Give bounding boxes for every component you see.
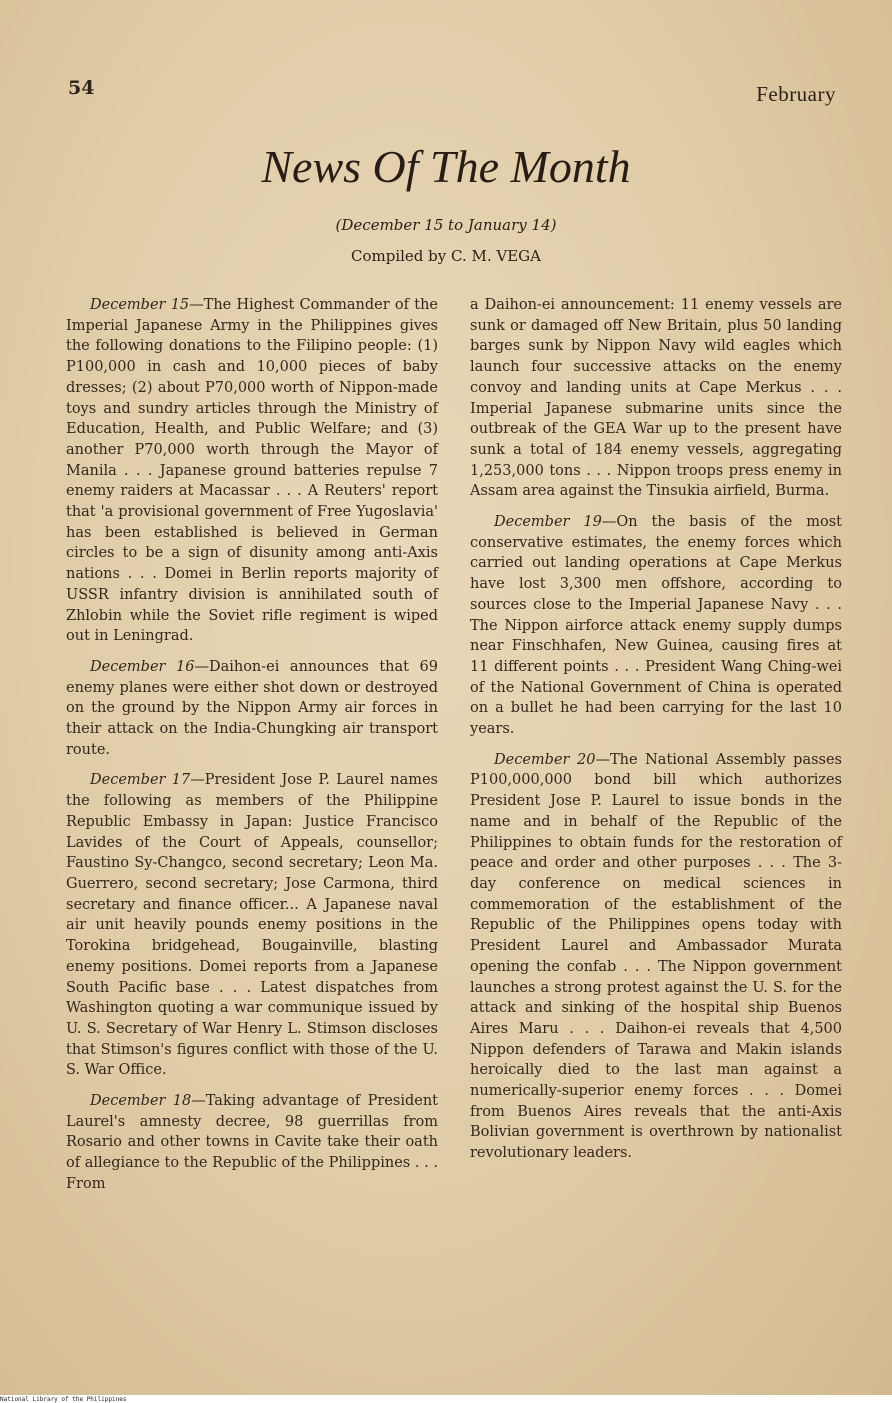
news-entry [66,657,438,761]
right-column [470,295,842,1174]
entry-text: —President Jose P. Laurel names the following as members of the Philippine Republic Embassy in Japan: Justice Francisco Lavides of the Court of Appeals, counsellor; Faustino Sy-Changco, second secretary; Leon Ma. Guerrero, second secretary; Jose Carmona, third secretary and finance officer... A Japanese naval air unit heavily pounds enemy positions in the Torokina bridgehead, Bougainville, blasting enemy positions. Domei reports from a Japanese South Pacific base . . . Latest dispatches from Washington quoting a war communique issued by U. S. Secretary of War Henry L. Stimson discloses that Stimson's figures conflict with those of the U. S. War Office. [66,772,438,1079]
entry-date: December 16 [90,658,195,675]
entry-text: —Taking advantage of President Laurel's amnesty decree, 98 guerrillas from Rosario and other towns in Cavite take their oath of allegiance to the Republic of the Philippines . . . From [66,1093,438,1192]
entry-text: a Daihon-ei announcement: 11 enemy vessels are sunk or damaged off New Britain, plus 50 landing barges sunk by Nippon Navy wild eagles which launch four successive attacks on the enemy convoy and landing units at Cape Merkus . . . Imperial Japanese submarine units since the outbreak of the GEA War up to the present have sunk a total of 184 enemy vessels, aggregating 1,253,000 tons . . . Nippon troops press enemy in Assam area against the Tinsukia airfield, Burma. [470,297,842,500]
news-entry-continued [470,295,842,502]
entry-text: —The National Assembly passes P100,000,000 bond bill which authorizes President Jose P. Laurel to issue bonds in the name and in behalf of the Republic of the Philippines to obtain funds for the restoration of peace and order and other purposes . . . The 3-day conference on medical sciences in commemoration of the establishment of the Republic of the Philippines opens today with President Laurel and Ambassador Murata opening the confab . . . The Nippon government launches a strong protest against the U. S. for the attack and sinking of the hospital ship Buenos Aires Maru . . . Daihon-ei reveals that 4,500 Nippon defenders of Tarawa and Makin islands heroically died to the last man against a numerically-superior enemy forces . . . Domei from Buenos Aires reveals that the anti-Axis Bolivian government is overthrown by nationalist revolutionary leaders. [470,751,842,1162]
news-entry [66,295,438,647]
entry-date: December 15 [90,297,190,313]
entry-date: December 17 [90,772,191,789]
news-entry [470,750,842,1164]
running-header-month: February [756,82,836,106]
entry-date: December 20 [494,751,596,768]
entry-date: December 18 [90,1093,192,1110]
article-date-range: (December 15 to January 14) [335,216,557,234]
entry-text: —On the basis of the most conservative estimates, the enemy forces which carried out landing operations at Cape Merkus have lost 3,300 men offshore, according to sources close to the Imperial Japanese Navy . . . The Nippon airforce attack enemy supply dumps near Finschhafen, New Guinea, causing fires at 11 different points . . . President Wang Ching-wei of the National Government of China is operated on a bullet he had been carrying for the last 10 years. [470,514,843,738]
entry-text: —The Highest Commander of the Imperial Japanese Army in the Philippines gives the following donations to the Filipino people: (1) P100,000 in cash and 10,000 pieces of baby dresses; (2) about P70,000 worth of Nippon-made toys and sundry articles through the Ministry of Education, Health, and Public Welfare; and (3) another P70,000 worth through the Mayor of Manila . . . Japanese ground batteries repulse 7 enemy raiders at Macassar . . . A Reuters' report that 'a provisional government of Free Yugoslavia' has been established is believed in German circles to be a sign of disunity among anti-Axis nations . . . Domei in Berlin reports majority of USSR infantry division is annihilated south of Zhlobin while the Soviet rifle regiment is wiped out in Leningrad. [66,297,438,645]
left-column [66,295,438,1205]
library-credit: National Library of the Philippines [0,1396,127,1403]
news-entry [66,1091,438,1195]
news-entry [470,512,842,740]
entry-text: —Daihon-ei announces that 69 enemy planes were either shot down or destroyed on the ground by the Nippon Army air forces in their attack on the India-Chungking air transport route. [66,658,438,758]
page-number: 54 [68,77,95,99]
article-title: News Of The Month [261,141,631,192]
article-byline: Compiled by C. M. VEGA [351,247,541,265]
news-entry [66,770,438,1081]
entry-date: December 19 [494,514,602,531]
